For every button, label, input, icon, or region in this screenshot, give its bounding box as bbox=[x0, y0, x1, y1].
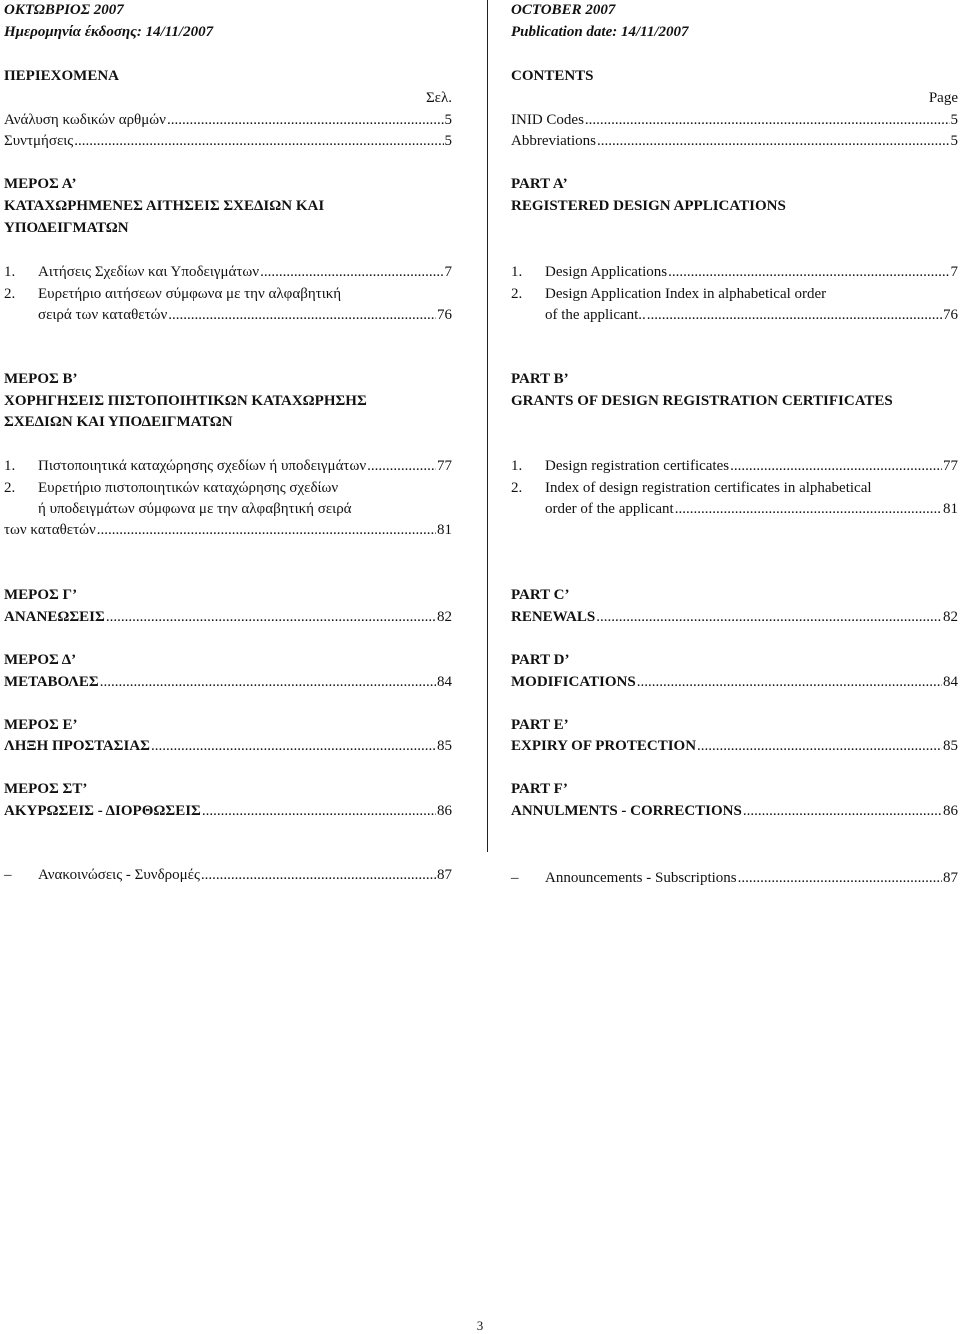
toc-entry[interactable] bbox=[511, 607, 958, 627]
toc-entry[interactable] bbox=[4, 262, 452, 282]
part-a-subtitle: ΚΑΤΑΧΩΡΗΜΕΝΕΣ ΑΙΤΗΣΕΙΣ ΣΧΕΔΙΩΝ ΚΑΙ bbox=[4, 198, 325, 214]
toc-entry[interactable] bbox=[4, 520, 452, 540]
toc-entry-number: 1. bbox=[4, 264, 16, 280]
toc-entry-page: 5 bbox=[444, 112, 452, 128]
toc-entry-text: Ανακοινώσεις - Συνδρομές bbox=[38, 867, 200, 883]
leader-dots bbox=[743, 801, 942, 821]
toc-entry-page: 77 bbox=[437, 458, 452, 474]
toc-entry-text: Ευρετήριο αιτήσεων σύμφωνα με την αλφαβητική bbox=[38, 286, 342, 302]
part-f-title: PART F’ bbox=[511, 781, 568, 797]
toc-entry-page: 5 bbox=[950, 133, 958, 149]
leader-dots bbox=[97, 520, 436, 540]
toc-entry-page: 82 bbox=[437, 609, 452, 625]
toc-entry-line: ή υποδειγμάτων σύμφωνα με την αλφαβητική σειρά bbox=[38, 501, 352, 517]
part-f-subtitle: ΑΚΥΡΩΣΕΙΣ - ΔΙΟΡΘΩΣΕΙΣ bbox=[4, 803, 201, 819]
toc-entry-number: 1. bbox=[511, 264, 523, 280]
leader-dots bbox=[637, 672, 942, 692]
toc-entry[interactable] bbox=[511, 456, 958, 476]
toc-entry-text: Abbreviations bbox=[511, 133, 596, 149]
toc-entry-page: 86 bbox=[437, 803, 452, 819]
toc-entry[interactable] bbox=[511, 736, 958, 756]
toc-entry-text: Πιστοποιητικά καταχώρησης σχεδίων ή υποδειγμάτων bbox=[38, 458, 367, 474]
leader-dots bbox=[100, 672, 436, 692]
part-e-title: PART E’ bbox=[511, 717, 569, 733]
part-c-title: ΜΕΡΟΣ Γ’ bbox=[4, 587, 78, 603]
toc-entry-page: 84 bbox=[437, 674, 452, 690]
part-b-subtitle: ΧΟΡΗΓΗΣΕΙΣ ΠΙΣΤΟΠΟΙΗΤΙΚΩΝ ΚΑΤΑΧΩΡΗΣΗΣ bbox=[4, 393, 367, 409]
part-d-subtitle: ΜΕΤΑΒΟΛΕΣ bbox=[4, 674, 99, 690]
toc-entry-page: 82 bbox=[943, 609, 958, 625]
part-e-subtitle: ΛΗΞΗ ΠΡΟΣΤΑΣΙΑΣ bbox=[4, 738, 150, 754]
leader-dots bbox=[668, 262, 949, 282]
part-a-title: PART A’ bbox=[511, 176, 568, 192]
toc-entry-number: 1. bbox=[4, 458, 16, 474]
toc-entry[interactable] bbox=[511, 868, 958, 888]
toc-entry-page: 7 bbox=[444, 264, 452, 280]
toc-entry-number: 2. bbox=[511, 480, 523, 496]
leader-dots bbox=[367, 456, 436, 476]
toc-entry-line[interactable] bbox=[511, 478, 958, 498]
toc-entry-page: 85 bbox=[943, 738, 958, 754]
part-f-title: ΜΕΡΟΣ ΣΤ’ bbox=[4, 781, 88, 797]
toc-entry-page: 7 bbox=[950, 264, 958, 280]
part-b-title: PART B’ bbox=[511, 371, 569, 387]
toc-entry[interactable] bbox=[511, 131, 958, 151]
toc-entry-number: 2. bbox=[511, 286, 523, 302]
leader-dots bbox=[730, 456, 942, 476]
toc-entry-text: INID Codes bbox=[511, 112, 584, 128]
part-d-title: ΜΕΡΟΣ Δ’ bbox=[4, 652, 77, 668]
toc-entry-page: 77 bbox=[943, 458, 958, 474]
toc-entry-text: Design Application Index in alphabetical order bbox=[545, 286, 827, 302]
toc-entry[interactable] bbox=[511, 499, 958, 519]
toc-entry-number: 2. bbox=[4, 286, 16, 302]
part-c-subtitle: RENEWALS bbox=[511, 609, 596, 625]
leader-dots bbox=[201, 865, 436, 885]
part-b-title: ΜΕΡΟΣ Β’ bbox=[4, 371, 78, 387]
toc-entry-page: 85 bbox=[437, 738, 452, 754]
toc-entry-page: 5 bbox=[444, 133, 452, 149]
toc-entry-text: Index of design registration certificates in alphabetical bbox=[545, 480, 872, 496]
leader-dots bbox=[167, 110, 444, 130]
part-e-title: ΜΕΡΟΣ Ε’ bbox=[4, 717, 78, 733]
part-d-subtitle: MODIFICATIONS bbox=[511, 674, 636, 690]
contents-title: CONTENTS bbox=[511, 68, 594, 84]
toc-entry-text: order of the applicant bbox=[545, 501, 674, 517]
toc-entry-text: Αιτήσεις Σχεδίων και Υποδειγμάτων bbox=[38, 264, 260, 280]
part-a-title: ΜΕΡΟΣ Α’ bbox=[4, 176, 77, 192]
toc-entry-text: Design registration certificates bbox=[545, 458, 730, 474]
part-a-subtitle: REGISTERED DESIGN APPLICATIONS bbox=[511, 198, 786, 214]
part-b-subtitle: ΣΧΕΔΙΩΝ ΚΑΙ ΥΠΟΔΕΙΓΜΑΤΩΝ bbox=[4, 414, 233, 430]
toc-entry-page: 81 bbox=[437, 522, 452, 538]
toc-entry[interactable] bbox=[4, 305, 452, 325]
part-c-subtitle: ΑΝΑΝΕΩΣΕΙΣ bbox=[4, 609, 105, 625]
leader-dots bbox=[647, 305, 942, 325]
toc-entry-page: 81 bbox=[943, 501, 958, 517]
page-column-label: Page bbox=[928, 90, 958, 106]
toc-entry-text: Ανάλυση κωδικών αρθμών bbox=[4, 112, 166, 128]
toc-entry-page: 5 bbox=[950, 112, 958, 128]
toc-entry-text: Announcements - Subscriptions bbox=[545, 870, 737, 886]
toc-entry-text: of the applicant.. bbox=[545, 307, 646, 323]
toc-entry-text: Ευρετήριο πιστοποιητικών καταχώρησης σχεδίων bbox=[38, 480, 339, 496]
toc-entry-line[interactable] bbox=[4, 284, 452, 304]
toc-entry-line[interactable] bbox=[4, 478, 452, 498]
toc-entry-page: 76 bbox=[437, 307, 452, 323]
toc-entry[interactable] bbox=[4, 801, 452, 821]
leader-dots bbox=[738, 868, 942, 888]
toc-entry-page: 87 bbox=[943, 870, 958, 886]
contents-title: ΠΕΡΙΕΧΟΜΕΝΑ bbox=[4, 68, 120, 84]
toc-entry[interactable] bbox=[4, 865, 452, 885]
leader-dots bbox=[74, 131, 443, 151]
page-number: 3 bbox=[476, 1318, 484, 1333]
leader-dots bbox=[597, 131, 950, 151]
part-a-subtitle: ΥΠΟΔΕΙΓΜΑΤΩΝ bbox=[4, 220, 129, 236]
part-c-title: PART C’ bbox=[511, 587, 570, 603]
part-b-subtitle: GRANTS OF DESIGN REGISTRATION CERTIFICATES bbox=[511, 393, 893, 409]
leader-dots bbox=[697, 736, 942, 756]
part-f-subtitle: ANNULMENTS - CORRECTIONS bbox=[511, 803, 742, 819]
toc-entry[interactable] bbox=[4, 736, 452, 756]
leader-dots bbox=[202, 801, 436, 821]
header-publication-date: Ημερομηνία έκδοσης: 14/11/2007 bbox=[4, 24, 214, 40]
toc-entry-text: Design Applications bbox=[545, 264, 668, 280]
dash-bullet: – bbox=[511, 870, 519, 886]
toc-entry[interactable] bbox=[4, 131, 452, 151]
toc-entry-text: των καταθετών bbox=[4, 522, 96, 538]
part-e-subtitle: EXPIRY OF PROTECTION bbox=[511, 738, 697, 754]
leader-dots bbox=[260, 262, 443, 282]
toc-entry[interactable] bbox=[511, 110, 958, 130]
toc-entry-page: 76 bbox=[943, 307, 958, 323]
toc-entry-page: 86 bbox=[943, 803, 958, 819]
column-divider bbox=[487, 0, 488, 852]
toc-entry[interactable] bbox=[511, 305, 958, 325]
leader-dots bbox=[675, 499, 942, 519]
toc-entry[interactable] bbox=[511, 262, 958, 282]
toc-entry[interactable] bbox=[4, 672, 452, 692]
toc-entry[interactable] bbox=[4, 456, 452, 476]
page-column-label: Σελ. bbox=[425, 90, 452, 106]
leader-dots bbox=[585, 110, 950, 130]
header-publication-date: Publication date: 14/11/2007 bbox=[511, 24, 689, 40]
toc-entry[interactable] bbox=[511, 801, 958, 821]
leader-dots bbox=[151, 736, 436, 756]
toc-entry[interactable] bbox=[4, 110, 452, 130]
toc-entry-text: Συντμήσεις bbox=[4, 133, 74, 149]
part-d-title: PART D’ bbox=[511, 652, 570, 668]
toc-entry[interactable] bbox=[511, 672, 958, 692]
header-month: ΟΚΤΩΒΡΙΟΣ 2007 bbox=[4, 2, 124, 18]
toc-entry-number: 2. bbox=[4, 480, 16, 496]
toc-entry-line[interactable] bbox=[511, 284, 958, 304]
leader-dots bbox=[106, 607, 436, 627]
toc-entry-page: 84 bbox=[943, 674, 958, 690]
header-month: OCTOBER 2007 bbox=[511, 2, 616, 18]
dash-bullet: – bbox=[4, 867, 12, 883]
toc-entry-number: 1. bbox=[511, 458, 523, 474]
toc-entry-page: 87 bbox=[437, 867, 452, 883]
toc-entry-text: σειρά των καταθετών bbox=[38, 307, 168, 323]
toc-entry[interactable] bbox=[4, 607, 452, 627]
leader-dots bbox=[168, 305, 436, 325]
leader-dots bbox=[596, 607, 942, 627]
